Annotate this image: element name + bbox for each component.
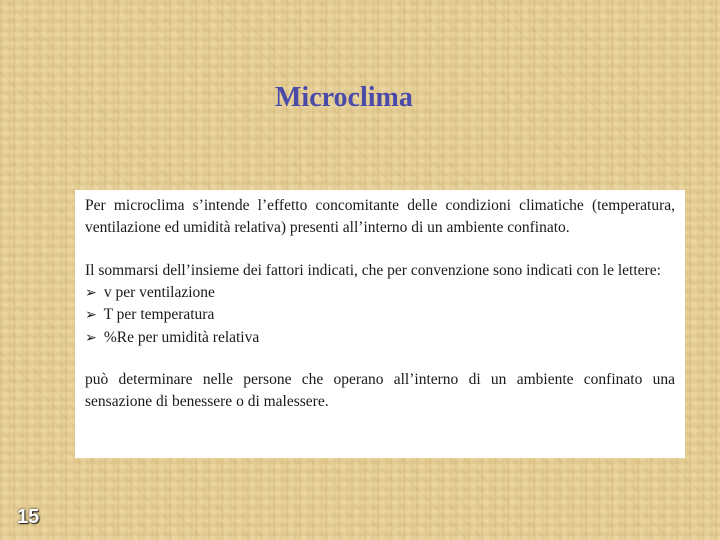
conclusion-paragraph: può determinare nelle persone che operano all’interno di un ambiente confinato una sensazione di benessere o di malessere. [85, 371, 675, 410]
slide-title: Microclima [275, 82, 413, 113]
list-item-text: v per ventilazione [103, 283, 215, 301]
arrow-bullet-icon: ➢ [85, 307, 97, 323]
definition-paragraph: Per microclima s’intende l’effetto concomitante delle condizioni climatiche (temperatura, ventilazione ed umidità relativa) presenti all’interno di un ambiente confinato. [85, 197, 675, 236]
list-item-text: T per temperatura [103, 306, 215, 323]
factors-list [85, 282, 675, 350]
page-number: 15 [17, 506, 40, 528]
list-item [85, 327, 675, 350]
list-item [85, 304, 675, 327]
arrow-bullet-icon: ➢ [85, 284, 97, 301]
list-item-text: %Re per umidità relativa [103, 328, 260, 346]
content-box [75, 190, 685, 458]
list-item [85, 282, 675, 305]
factors-paragraph: Il sommarsi dell’insieme dei fattori indicati, che per convenzione sono indicati con le lettere: [85, 262, 661, 279]
arrow-bullet-icon: ➢ [85, 329, 97, 346]
